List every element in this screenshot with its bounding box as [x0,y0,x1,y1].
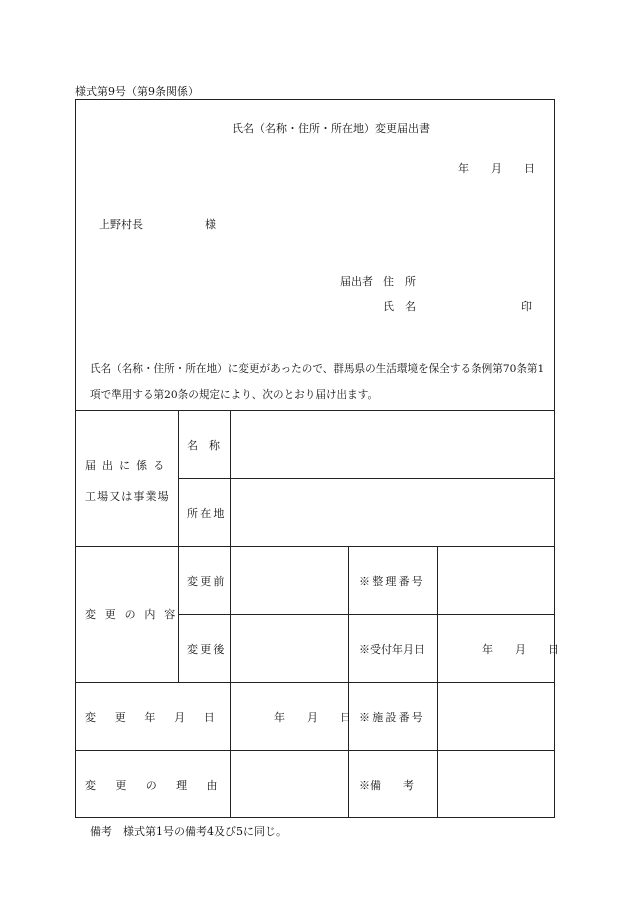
submission-date: 年 月 日 [458,162,535,175]
rule-before-after [178,614,555,615]
rule-change-date-bottom [75,750,555,751]
col-rule-2 [230,410,231,818]
col-rule-4 [437,546,438,818]
after-label: 変更後 [187,643,227,656]
form-number: 様式第9号（第9条関係） [75,85,199,98]
facility-number-label: ※施設番号 [359,711,425,724]
notifier-address-label: 住 所 [383,275,416,288]
before-label: 変更前 [187,575,227,588]
notifier-label: 届出者 [340,275,373,288]
factory-label-line-2: 工場又は事業場 [85,490,170,503]
footnote: 備考 様式第1号の備考4及び5に同じ。 [90,825,287,838]
ref-number-label: ※整理番号 [359,575,425,588]
table-top-rule [75,410,555,411]
rule-change-content-bottom [75,682,555,683]
received-date-value: 年 月 日 [482,643,559,656]
notifier-name-label: 氏 名 [383,300,416,313]
change-date-label: 変 更 年 月 日 [85,711,219,724]
statement-line-2: 項で準用する第20条の規定により、次のとおり届け出ます。 [90,389,379,401]
addressee-name: 上野村長 [99,218,143,231]
factory-label-line-1: 届出に係る [85,459,171,472]
statement-line-1: 氏名（名称・住所・所在地）に変更があったので、群馬県の生活環境を保全する条例第70条第1 [90,363,545,375]
col-rule-3 [348,546,349,818]
change-date-value: 年 月 日 [274,711,351,724]
reason-label: 変 更 の 理 由 [85,779,222,792]
rule-factory-bottom [75,546,555,547]
col-rule-1 [178,410,179,682]
change-content-label: 変更の内容 [85,608,184,621]
name-label: 名 称 [187,439,220,452]
received-date-label: ※受付年月日 [359,643,425,656]
addressee-honorific: 様 [205,218,216,231]
seal-mark: 印 [521,300,532,313]
location-label: 所在地 [187,507,227,520]
remarks-label: ※備 考 [359,779,414,792]
rule-name-location [178,478,555,479]
document-title: 氏名（名称・住所・所在地）変更届出書 [232,122,430,135]
